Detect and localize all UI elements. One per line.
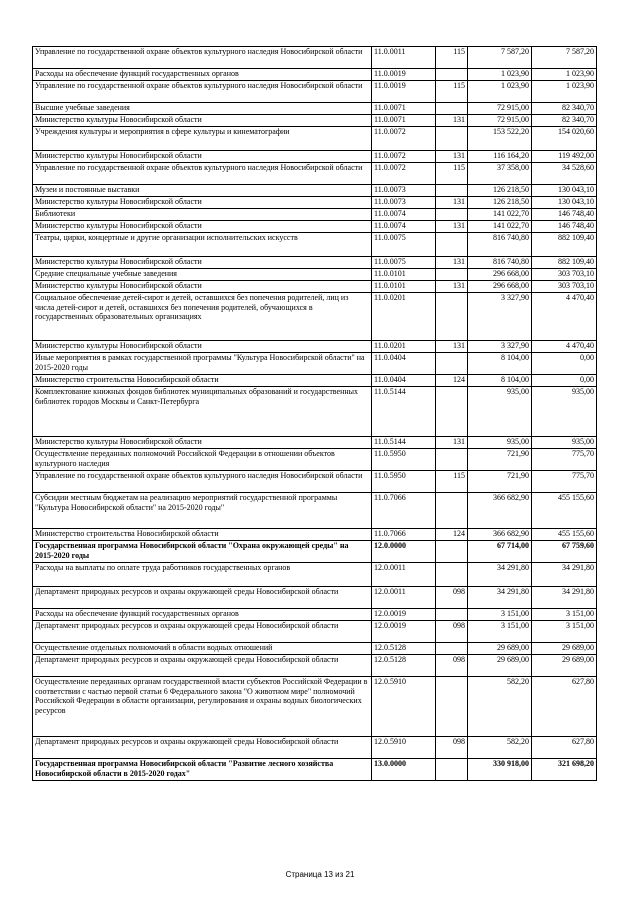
table-row (33, 541, 597, 563)
row-sum-2016-cell: 141 022,70 (468, 209, 532, 221)
row-vr-cell: 115 (436, 81, 468, 103)
row-sum-2016-cell: 935,00 (468, 387, 532, 437)
table-row (33, 209, 597, 221)
row-sum-2016-cell: 296 668,00 (468, 269, 532, 281)
row-vr-cell (436, 677, 468, 737)
row-code-cell: 11.0.0101 (372, 269, 436, 281)
row-vr-cell: 098 (436, 621, 468, 643)
table-row (33, 151, 597, 163)
table-row (33, 587, 597, 609)
row-sum-2017-cell: 303 703,10 (532, 269, 597, 281)
row-sum-2017-cell: 82 340,70 (532, 103, 597, 115)
row-sum-2016-cell: 37 358,00 (468, 163, 532, 185)
row-name-cell: Социальное обеспечение детей-сирот и детей, оставшихся без попечения родителей, лиц из числа детей-сирот и детей, оставшихся без попечения родителей, обучающихся в государственных образовательных организациях (33, 293, 372, 341)
row-name-cell: Учреждения культуры и мероприятия в сфере культуры и кинематографии (33, 127, 372, 151)
row-name-cell: Министерство культуры Новосибирской области (33, 221, 372, 233)
row-code-cell: 11.0.0075 (372, 233, 436, 257)
table-row (33, 471, 597, 493)
row-sum-2016-cell: 935,00 (468, 437, 532, 449)
row-sum-2016-cell: 582,20 (468, 677, 532, 737)
row-code-cell: 12.0.0019 (372, 609, 436, 621)
row-sum-2017-cell: 34 291,80 (532, 587, 597, 609)
row-vr-cell (436, 233, 468, 257)
row-vr-cell: 124 (436, 375, 468, 387)
row-name-cell: Расходы на обеспечение функций государственных органов (33, 609, 372, 621)
row-sum-2016-cell: 72 915,00 (468, 103, 532, 115)
row-sum-2017-cell: 0,00 (532, 353, 597, 375)
row-vr-cell (436, 293, 468, 341)
row-code-cell: 11.0.0071 (372, 103, 436, 115)
row-code-cell: 11.0.0101 (372, 281, 436, 293)
row-code-cell: 11.0.7066 (372, 493, 436, 529)
row-sum-2017-cell: 29 689,00 (532, 643, 597, 655)
row-sum-2017-cell: 1 023,90 (532, 69, 597, 81)
row-name-cell: Министерство культуры Новосибирской области (33, 341, 372, 353)
row-vr-cell: 098 (436, 655, 468, 677)
row-vr-cell: 131 (436, 281, 468, 293)
table-row (33, 293, 597, 341)
row-sum-2016-cell: 1 023,90 (468, 81, 532, 103)
table-row (33, 759, 597, 781)
table-row (33, 677, 597, 737)
row-sum-2016-cell: 582,20 (468, 737, 532, 759)
row-sum-2017-cell: 455 155,60 (532, 529, 597, 541)
row-sum-2017-cell: 321 698,20 (532, 759, 597, 781)
row-code-cell: 12.0.0000 (372, 541, 436, 563)
row-sum-2016-cell: 8 104,00 (468, 375, 532, 387)
table-row (33, 81, 597, 103)
row-sum-2017-cell: 119 492,00 (532, 151, 597, 163)
table-row (33, 529, 597, 541)
row-name-cell: Департамент природных ресурсов и охраны окружающей среды Новосибирской области (33, 621, 372, 643)
table-row (33, 127, 597, 151)
row-vr-cell (436, 541, 468, 563)
row-name-cell: Театры, цирки, концертные и другие организации исполнительских искусств (33, 233, 372, 257)
row-sum-2017-cell: 1 023,90 (532, 81, 597, 103)
row-vr-cell: 131 (436, 115, 468, 127)
row-sum-2016-cell: 3 327,90 (468, 293, 532, 341)
row-vr-cell (436, 353, 468, 375)
row-code-cell: 11.0.0072 (372, 127, 436, 151)
row-code-cell: 11.0.0074 (372, 209, 436, 221)
row-code-cell: 11.0.0072 (372, 163, 436, 185)
row-vr-cell: 131 (436, 221, 468, 233)
row-name-cell: Иные мероприятия в рамках государственной программы "Культура Новосибирской области" на 2015-2020 годы (33, 353, 372, 375)
table-row (33, 621, 597, 643)
row-vr-cell (436, 493, 468, 529)
row-sum-2017-cell: 4 470,40 (532, 341, 597, 353)
row-sum-2017-cell: 146 748,40 (532, 209, 597, 221)
table-row (33, 221, 597, 233)
table-row (33, 163, 597, 185)
row-name-cell: Библиотеки (33, 209, 372, 221)
document-page (32, 46, 597, 781)
row-vr-cell: 131 (436, 257, 468, 269)
row-vr-cell: 115 (436, 47, 468, 69)
row-sum-2016-cell: 816 740,80 (468, 233, 532, 257)
row-vr-cell (436, 609, 468, 621)
row-sum-2017-cell: 29 689,00 (532, 655, 597, 677)
row-sum-2017-cell: 82 340,70 (532, 115, 597, 127)
row-code-cell: 11.0.7066 (372, 529, 436, 541)
row-name-cell: Министерство культуры Новосибирской области (33, 115, 372, 127)
budget-table-body (33, 47, 597, 781)
table-row (33, 375, 597, 387)
row-name-cell: Музеи и постоянные выставки (33, 185, 372, 197)
row-sum-2017-cell: 7 587,20 (532, 47, 597, 69)
row-sum-2017-cell: 67 759,60 (532, 541, 597, 563)
row-sum-2017-cell: 935,00 (532, 387, 597, 437)
row-sum-2017-cell: 146 748,40 (532, 221, 597, 233)
row-vr-cell: 131 (436, 151, 468, 163)
row-sum-2016-cell: 721,90 (468, 471, 532, 493)
row-code-cell: 11.0.0075 (372, 257, 436, 269)
row-code-cell: 11.0.0019 (372, 81, 436, 103)
row-code-cell: 12.0.0019 (372, 621, 436, 643)
row-code-cell: 11.0.0073 (372, 197, 436, 209)
table-row (33, 609, 597, 621)
row-code-cell: 12.0.5128 (372, 643, 436, 655)
row-name-cell: Департамент природных ресурсов и охраны окружающей среды Новосибирской области (33, 655, 372, 677)
row-sum-2016-cell: 330 918,00 (468, 759, 532, 781)
table-row (33, 449, 597, 471)
row-name-cell: Управление по государственной охране объектов культурного наследия Новосибирской области (33, 163, 372, 185)
row-vr-cell (436, 103, 468, 115)
row-sum-2016-cell: 29 689,00 (468, 655, 532, 677)
row-name-cell: Комплектование книжных фондов библиотек муниципальных образований и государственных библиотек городов Москвы и Санкт-Петербурга (33, 387, 372, 437)
row-vr-cell (436, 127, 468, 151)
row-vr-cell (436, 209, 468, 221)
row-name-cell: Министерство строительства Новосибирской области (33, 529, 372, 541)
row-code-cell: 12.0.0011 (372, 587, 436, 609)
row-sum-2016-cell: 153 522,20 (468, 127, 532, 151)
row-name-cell: Расходы на выплаты по оплате труда работников государственных органов (33, 563, 372, 587)
row-code-cell: 11.0.0404 (372, 375, 436, 387)
row-sum-2017-cell: 130 043,10 (532, 185, 597, 197)
row-code-cell: 12.0.5910 (372, 677, 436, 737)
row-code-cell: 11.0.5950 (372, 449, 436, 471)
row-code-cell: 11.0.5950 (372, 471, 436, 493)
row-name-cell: Государственная программа Новосибирской области "Развитие лесного хозяйства Новосибирской области в 2015-2020 годах" (33, 759, 372, 781)
row-sum-2016-cell: 3 327,90 (468, 341, 532, 353)
row-name-cell: Департамент природных ресурсов и охраны окружающей среды Новосибирской области (33, 737, 372, 759)
table-row (33, 643, 597, 655)
row-sum-2017-cell: 775,70 (532, 449, 597, 471)
row-vr-cell: 115 (436, 471, 468, 493)
row-name-cell: Субсидии местным бюджетам на реализацию мероприятий государственной программы "Культура Новосибирской области" на 2015-2020 годы" (33, 493, 372, 529)
row-vr-cell: 131 (436, 341, 468, 353)
row-sum-2017-cell: 0,00 (532, 375, 597, 387)
row-vr-cell (436, 185, 468, 197)
table-row (33, 281, 597, 293)
row-vr-cell: 098 (436, 587, 468, 609)
row-name-cell: Управление по государственной охране объектов культурного наследия Новосибирской области (33, 81, 372, 103)
row-name-cell: Департамент природных ресурсов и охраны окружающей среды Новосибирской области (33, 587, 372, 609)
table-row (33, 69, 597, 81)
page-number: Страница 13 из 21 (285, 870, 355, 879)
row-name-cell: Министерство культуры Новосибирской области (33, 151, 372, 163)
row-sum-2017-cell: 627,80 (532, 737, 597, 759)
row-name-cell: Министерство культуры Новосибирской области (33, 281, 372, 293)
row-vr-cell: 098 (436, 737, 468, 759)
row-code-cell: 11.0.5144 (372, 437, 436, 449)
row-code-cell: 11.0.0072 (372, 151, 436, 163)
row-sum-2017-cell: 34 291,80 (532, 563, 597, 587)
row-sum-2016-cell: 7 587,20 (468, 47, 532, 69)
table-row (33, 437, 597, 449)
row-vr-cell (436, 759, 468, 781)
row-sum-2016-cell: 1 023,90 (468, 69, 532, 81)
row-sum-2017-cell: 3 151,00 (532, 609, 597, 621)
row-name-cell: Министерство культуры Новосибирской области (33, 257, 372, 269)
row-sum-2017-cell: 154 020,60 (532, 127, 597, 151)
row-vr-cell: 131 (436, 197, 468, 209)
row-sum-2016-cell: 141 022,70 (468, 221, 532, 233)
row-name-cell: Высшие учебные заведения (33, 103, 372, 115)
row-sum-2016-cell: 34 291,80 (468, 587, 532, 609)
row-code-cell: 11.0.0019 (372, 69, 436, 81)
row-sum-2016-cell: 8 104,00 (468, 353, 532, 375)
table-row (33, 47, 597, 69)
row-sum-2016-cell: 126 218,50 (468, 197, 532, 209)
row-vr-cell (436, 69, 468, 81)
row-sum-2016-cell: 67 714,00 (468, 541, 532, 563)
row-name-cell: Государственная программа Новосибирской области "Охрана окружающей среды" на 2015-2020 годы (33, 541, 372, 563)
table-row (33, 233, 597, 257)
row-vr-cell (436, 269, 468, 281)
row-sum-2017-cell: 130 043,10 (532, 197, 597, 209)
row-vr-cell (436, 387, 468, 437)
row-sum-2016-cell: 34 291,80 (468, 563, 532, 587)
row-name-cell: Министерство культуры Новосибирской области (33, 197, 372, 209)
row-sum-2016-cell: 366 682,90 (468, 529, 532, 541)
row-name-cell: Осуществление переданных органам государственной власти субъектов Российской Федерации в соответствии с частью первой статьи 6 Федерального закона "О животном мире" полномочий Российской Федерации в области организации, регулирования и охраны водных биологических ресурсов (33, 677, 372, 737)
table-row (33, 185, 597, 197)
table-row (33, 197, 597, 209)
table-row (33, 103, 597, 115)
row-name-cell: Министерство строительства Новосибирской области (33, 375, 372, 387)
row-name-cell: Управление по государственной охране объектов культурного наследия Новосибирской области (33, 471, 372, 493)
row-name-cell: Министерство культуры Новосибирской области (33, 437, 372, 449)
row-name-cell: Управление по государственной охране объектов культурного наследия Новосибирской области (33, 47, 372, 69)
row-sum-2016-cell: 29 689,00 (468, 643, 532, 655)
row-sum-2017-cell: 34 528,60 (532, 163, 597, 185)
row-sum-2017-cell: 627,80 (532, 677, 597, 737)
row-sum-2016-cell: 3 151,00 (468, 609, 532, 621)
row-code-cell: 11.0.0073 (372, 185, 436, 197)
row-sum-2016-cell: 721,90 (468, 449, 532, 471)
row-sum-2016-cell: 366 682,90 (468, 493, 532, 529)
row-sum-2017-cell: 3 151,00 (532, 621, 597, 643)
row-vr-cell (436, 449, 468, 471)
row-code-cell: 12.0.5910 (372, 737, 436, 759)
table-row (33, 563, 597, 587)
row-sum-2016-cell: 296 668,00 (468, 281, 532, 293)
row-sum-2016-cell: 72 915,00 (468, 115, 532, 127)
table-row (33, 655, 597, 677)
table-row (33, 493, 597, 529)
row-code-cell: 13.0.0000 (372, 759, 436, 781)
table-row (33, 269, 597, 281)
row-sum-2017-cell: 935,00 (532, 437, 597, 449)
row-vr-cell: 131 (436, 437, 468, 449)
row-name-cell: Расходы на обеспечение функций государственных органов (33, 69, 372, 81)
row-sum-2017-cell: 882 109,40 (532, 257, 597, 269)
row-vr-cell (436, 563, 468, 587)
row-code-cell: 11.0.0201 (372, 341, 436, 353)
row-code-cell: 11.0.0071 (372, 115, 436, 127)
row-sum-2016-cell: 126 218,50 (468, 185, 532, 197)
row-sum-2016-cell: 816 740,80 (468, 257, 532, 269)
row-code-cell: 11.0.0201 (372, 293, 436, 341)
row-code-cell: 11.0.0011 (372, 47, 436, 69)
row-code-cell: 12.0.5128 (372, 655, 436, 677)
row-vr-cell (436, 643, 468, 655)
row-code-cell: 11.0.0404 (372, 353, 436, 375)
row-code-cell: 11.0.5144 (372, 387, 436, 437)
table-row (33, 387, 597, 437)
budget-table (32, 46, 597, 781)
row-vr-cell: 124 (436, 529, 468, 541)
table-row (33, 115, 597, 127)
row-sum-2016-cell: 116 164,20 (468, 151, 532, 163)
row-name-cell: Средние специальные учебные заведения (33, 269, 372, 281)
row-sum-2016-cell: 3 151,00 (468, 621, 532, 643)
row-sum-2017-cell: 455 155,60 (532, 493, 597, 529)
row-sum-2017-cell: 303 703,10 (532, 281, 597, 293)
row-name-cell: Осуществление отдельных полномочий в области водных отношений (33, 643, 372, 655)
row-sum-2017-cell: 775,70 (532, 471, 597, 493)
table-row (33, 737, 597, 759)
table-row (33, 341, 597, 353)
row-code-cell: 12.0.0011 (372, 563, 436, 587)
row-sum-2017-cell: 882 109,40 (532, 233, 597, 257)
table-row (33, 353, 597, 375)
row-vr-cell: 115 (436, 163, 468, 185)
row-code-cell: 11.0.0074 (372, 221, 436, 233)
table-row (33, 257, 597, 269)
row-name-cell: Осуществление переданных полномочий Российской Федерации в отношении объектов культурного наследия (33, 449, 372, 471)
row-sum-2017-cell: 4 470,40 (532, 293, 597, 341)
